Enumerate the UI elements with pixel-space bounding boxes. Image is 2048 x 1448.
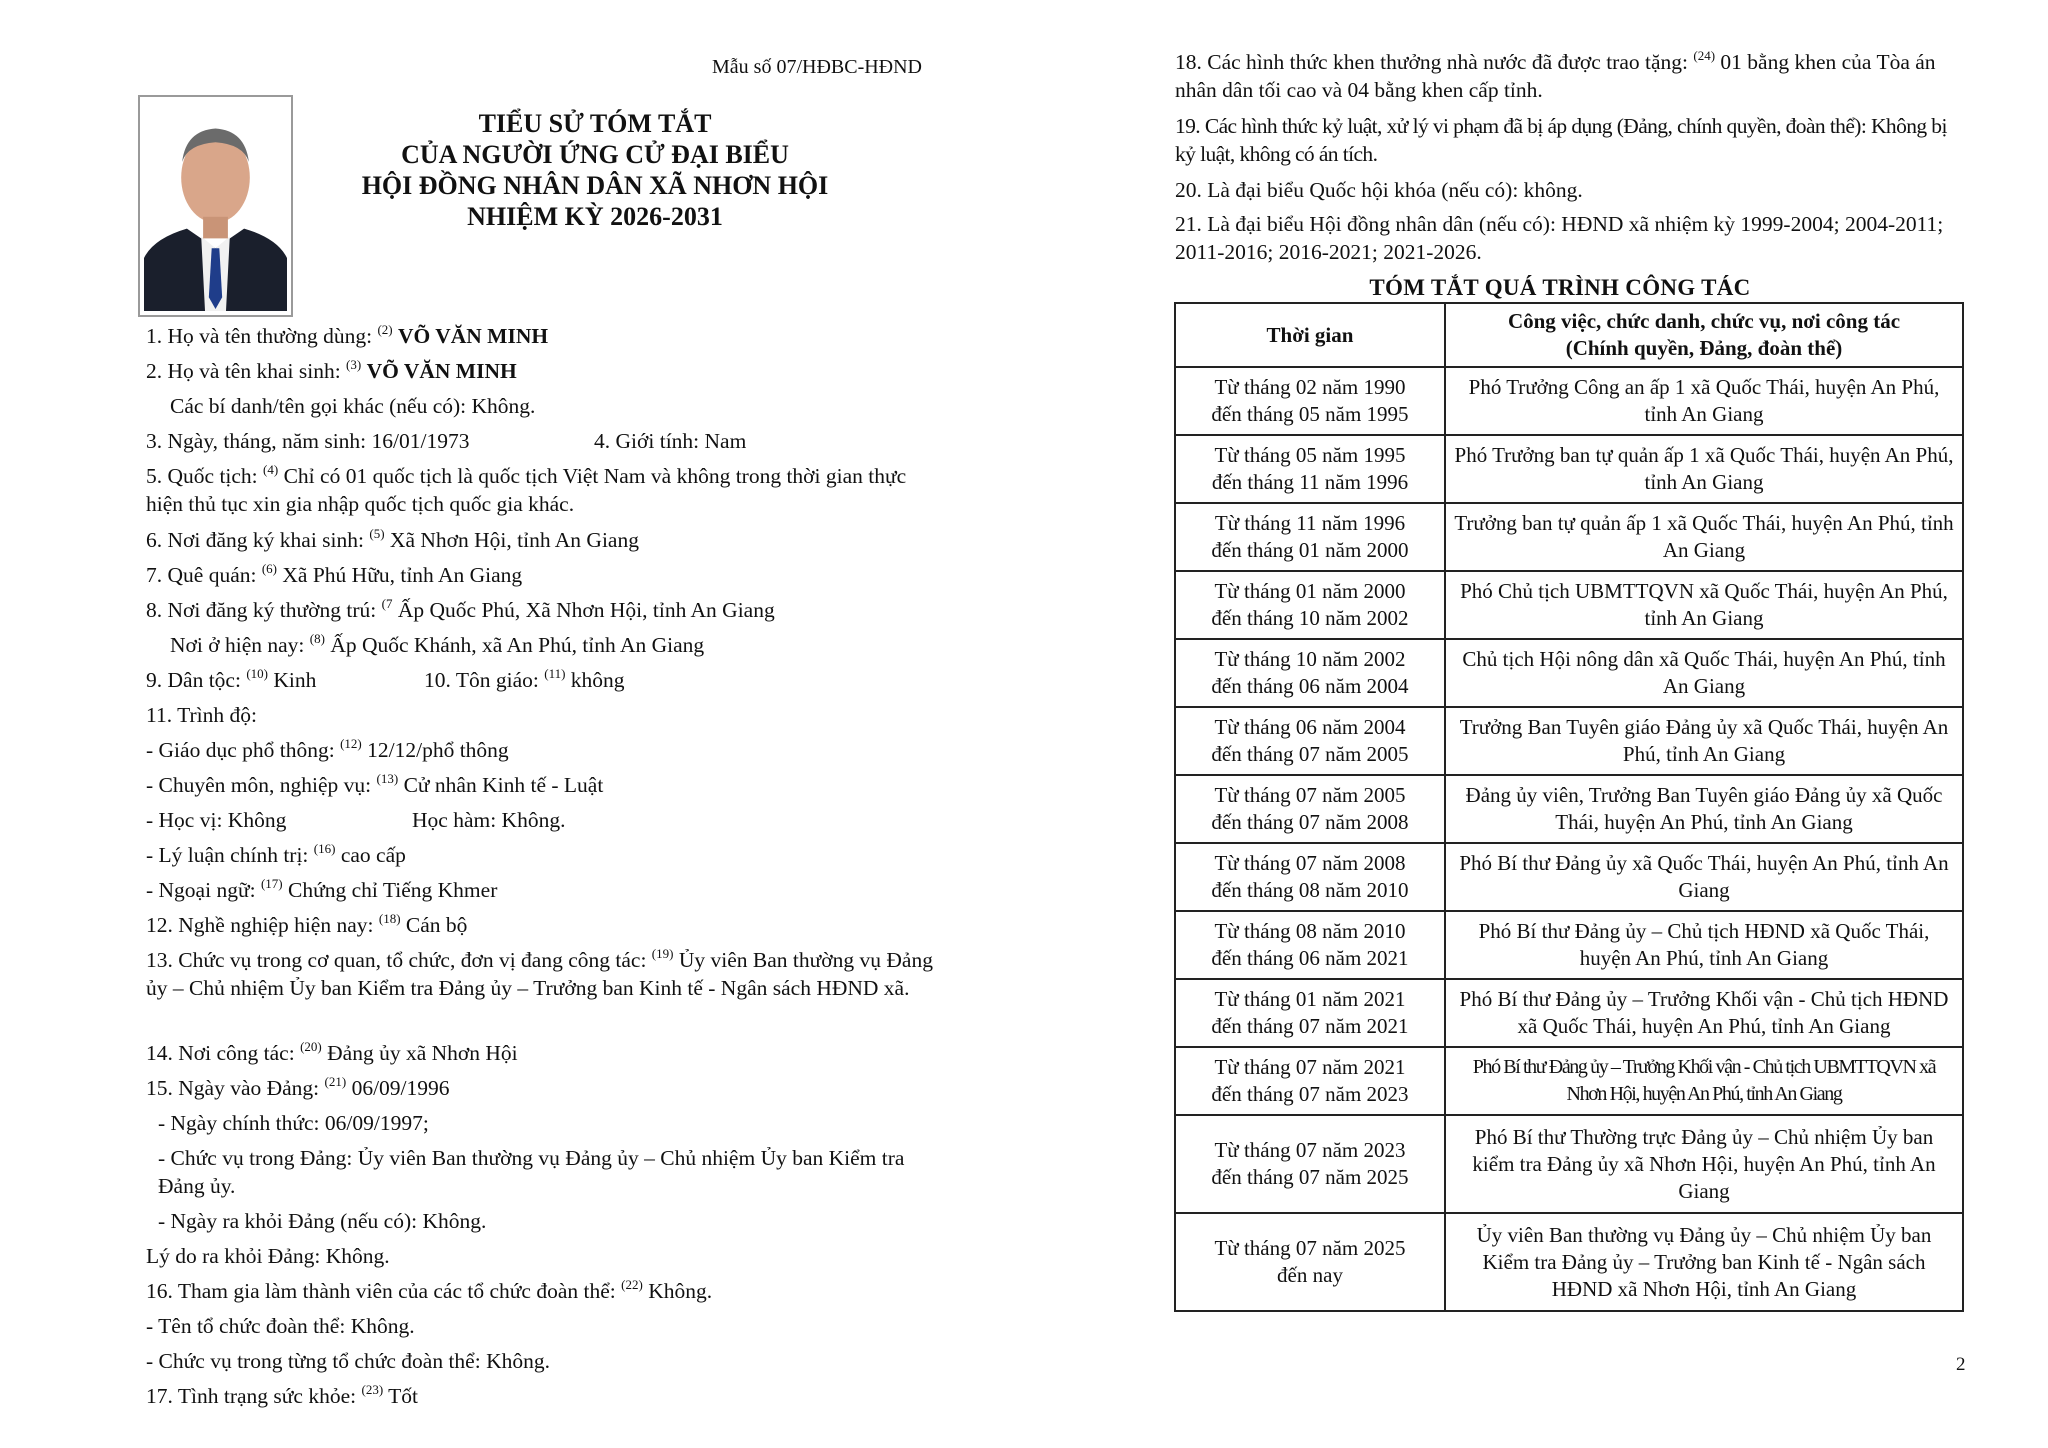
field-organization-position: - Chức vụ trong từng tổ chức đoàn thể: Không.	[146, 1349, 550, 1373]
field-common-name: 1. Họ và tên thường dùng: $^{(2)}$ VÕ VĂN MINH	[146, 322, 549, 348]
title-line-2: CỦA NGƯỜI ỨNG CỬ ĐẠI BIỂU	[401, 140, 789, 169]
cell-time: Từ tháng 05 năm 1995 đến tháng 11 năm 1996	[1175, 435, 1445, 503]
cell-work: Trưởng Ban Tuyên giáo Đảng ủy xã Quốc Thái, huyện An Phú, tỉnh An Giang	[1445, 707, 1963, 775]
cell-work: Phó Bí thư Thường trực Đảng ủy – Chủ nhiệm Ủy ban kiểm tra Đảng ủy xã Nhơn Hội, huyện An Phú, tỉnh An Giang	[1445, 1115, 1963, 1213]
field-nationality: 5. Quốc tịch: $^{(4)}$ Chỉ có 01 quốc tịch là quốc tịch Việt Nam và không trong thời gian thực hiện thủ tục xin gia nhập quốc tịch quốc gia khác.	[146, 462, 907, 516]
field-permanent-residence: 8. Nơi đăng ký thường trú: $^{(7}$ Ấp Quốc Phú, Xã Nhơn Hội, tỉnh An Giang	[146, 596, 775, 622]
field-health: 17. Tình trạng sức khỏe: $^{(23)}$ Tốt	[146, 1382, 419, 1408]
field-general-education: - Giáo dục phổ thông: $^{(12)}$ 12/12/phổ thông	[146, 736, 509, 762]
field-party-join-date: 15. Ngày vào Đảng: $^{(21)}$ 06/09/1996	[146, 1074, 450, 1100]
title-line-3: HỘI ĐỒNG NHÂN DÂN XÃ NHƠN HỘI	[361, 171, 829, 200]
document-title	[300, 108, 890, 232]
cell-time: Từ tháng 01 năm 2000 đến tháng 10 năm 2002	[1175, 571, 1445, 639]
cell-work: Phó Bí thư Đảng ủy – Chủ tịch HĐND xã Quốc Thái, huyện An Phú, tỉnh An Giang	[1445, 911, 1963, 979]
table-row	[1175, 571, 1963, 639]
field-major: - Chuyên môn, nghiệp vụ: $^{(13)}$ Cử nhân Kinh tế - Luật	[146, 771, 604, 797]
cell-work: Ủy viên Ban thường vụ Đảng ủy – Chủ nhiệm Ủy ban Kiểm tra Đảng ủy – Trưởng ban Kinh tế - Ngân sách HĐND xã Nhơn Hội, tỉnh An Giang	[1445, 1213, 1963, 1311]
column-header-time: Thời gian	[1175, 303, 1445, 367]
table-row	[1175, 707, 1963, 775]
cell-work: Phó Trưởng ban tự quản ấp 1 xã Quốc Thái, huyện An Phú, tỉnh An Giang	[1445, 435, 1963, 503]
field-political-theory: - Lý luận chính trị: $^{(16)}$ cao cấp	[146, 841, 406, 867]
table-row	[1175, 1213, 1963, 1311]
cell-time: Từ tháng 06 năm 2004 đến tháng 07 năm 2005	[1175, 707, 1445, 775]
career-table	[1174, 302, 1964, 1312]
table-row	[1175, 911, 1963, 979]
cell-time: Từ tháng 07 năm 2008 đến tháng 08 năm 2010	[1175, 843, 1445, 911]
cell-work: Phó Bí thư Đảng ủy – Trưởng Khối vận - Chủ tịch HĐND xã Quốc Thái, huyện An Phú, tỉnh An Giang	[1445, 979, 1963, 1047]
cell-time: Từ tháng 07 năm 2021 đến tháng 07 năm 2023	[1175, 1047, 1445, 1115]
cell-time: Từ tháng 07 năm 2005 đến tháng 07 năm 2008	[1175, 775, 1445, 843]
table-row	[1175, 435, 1963, 503]
table-row	[1175, 843, 1963, 911]
table-row	[1175, 775, 1963, 843]
field-workplace: 14. Nơi công tác: $^{(20)}$ Đảng ủy xã Nhơn Hội	[146, 1039, 518, 1065]
field-qualifications: 11. Trình độ:	[146, 703, 257, 727]
field-ethnicity: 9. Dân tộc: $^{(10)}$ Kinh	[146, 666, 317, 692]
table-header-row	[1175, 303, 1963, 367]
field-awards: 18. Các hình thức khen thưởng nhà nước đã được trao tặng: $^{(24)}$ 01 bằng khen của Tòa án nhân dân tối cao và 04 bằng khen cấp tỉnh.	[1175, 48, 1936, 102]
cell-time: Từ tháng 11 năm 1996 đến tháng 01 năm 2000	[1175, 503, 1445, 571]
page-number: 2	[1956, 1354, 1966, 1375]
field-peoples-council: 21. Là đại biểu Hội đồng nhân dân (nếu có): HĐND xã nhiệm kỳ 1999-2004; 2004-2011; 2011-2016; 2016-2021; 2021-2026.	[1175, 212, 1944, 264]
field-alias: Các bí danh/tên gọi khác (nếu có): Không.	[170, 394, 536, 418]
portrait-image	[144, 101, 287, 311]
cell-work: Phó Trưởng Công an ấp 1 xã Quốc Thái, huyện An Phú, tỉnh An Giang	[1445, 367, 1963, 435]
cell-time: Từ tháng 07 năm 2025 đến nay	[1175, 1213, 1445, 1311]
form-code: Mẫu số 07/HĐBC-HĐND	[712, 56, 922, 78]
table-row	[1175, 1047, 1963, 1115]
career-table-title: TÓM TẮT QUÁ TRÌNH CÔNG TÁC	[1369, 275, 1751, 300]
table-row	[1175, 979, 1963, 1047]
field-left-party: - Ngày ra khỏi Đảng (nếu có): Không.	[158, 1209, 487, 1233]
cell-work: Phó Bí thư Đảng ủy xã Quốc Thái, huyện An Phú, tỉnh An Giang	[1445, 843, 1963, 911]
cell-time: Từ tháng 10 năm 2002 đến tháng 06 năm 2004	[1175, 639, 1445, 707]
table-row	[1175, 639, 1963, 707]
cell-work: Phó Chủ tịch UBMTTQVN xã Quốc Thái, huyện An Phú, tỉnh An Giang	[1445, 571, 1963, 639]
candidate-photo	[138, 95, 293, 317]
table-row	[1175, 367, 1963, 435]
cell-time: Từ tháng 07 năm 2023 đến tháng 07 năm 2025	[1175, 1115, 1445, 1213]
cell-work: Trưởng ban tự quản ấp 1 xã Quốc Thái, huyện An Phú, tỉnh An Giang	[1445, 503, 1963, 571]
column-header-work: Công việc, chức danh, chức vụ, nơi công tác (Chính quyền, Đảng, đoàn thể)	[1445, 303, 1963, 367]
cell-work: Chủ tịch Hội nông dân xã Quốc Thái, huyện An Phú, tỉnh An Giang	[1445, 639, 1963, 707]
field-religion: 10. Tôn giáo: $^{(11)}$ không	[424, 666, 625, 692]
cell-time: Từ tháng 02 năm 1990 đến tháng 05 năm 1995	[1175, 367, 1445, 435]
title-line-4: NHIỆM KỲ 2026-2031	[467, 202, 723, 231]
table-row	[1175, 1115, 1963, 1213]
field-birth-registration: 6. Nơi đăng ký khai sinh: $^{(5)}$ Xã Nhơn Hội, tỉnh An Giang	[146, 526, 639, 552]
field-party-position: - Chức vụ trong Đảng: Ủy viên Ban thường vụ Đảng ủy – Chủ nhiệm Ủy ban Kiểm tra Đảng ủy.	[158, 1146, 905, 1198]
field-organization-name: - Tên tổ chức đoàn thể: Không.	[146, 1314, 415, 1338]
cell-work: Đảng ủy viên, Trưởng Ban Tuyên giáo Đảng ủy xã Quốc Thái, huyện An Phú, tỉnh An Giang	[1445, 775, 1963, 843]
cell-time: Từ tháng 08 năm 2010 đến tháng 06 năm 2021	[1175, 911, 1445, 979]
field-national-assembly: 20. Là đại biểu Quốc hội khóa (nếu có): không.	[1175, 178, 1583, 202]
field-occupation: 12. Nghề nghiệp hiện nay: $^{(18)}$ Cán bộ	[146, 911, 468, 937]
field-current-residence: Nơi ở hiện nay: $^{(8)}$ Ấp Quốc Khánh, xã An Phú, tỉnh An Giang	[170, 631, 705, 657]
field-left-party-reason: Lý do ra khỏi Đảng: Không.	[146, 1244, 390, 1268]
table-row	[1175, 503, 1963, 571]
field-discipline: 19. Các hình thức kỷ luật, xử lý vi phạm đã bị áp dụng (Đảng, chính quyền, đoàn thể): Không bị kỷ luật, không có án tích.	[1175, 114, 1947, 166]
right-page	[1160, 0, 2020, 1448]
cell-time: Từ tháng 01 năm 2021 đến tháng 07 năm 2021	[1175, 979, 1445, 1047]
field-current-position: 13. Chức vụ trong cơ quan, tổ chức, đơn vị đang công tác: $^{(19)}$ Ủy viên Ban thường vụ Đảng ủy – Chủ nhiệm Ủy ban Kiểm tra Đảng ủy – Trưởng ban Kinh tế - Ngân sách HĐND xã.	[146, 946, 933, 1000]
field-academic-rank: Học hàm: Không.	[412, 808, 566, 832]
field-organizations: 16. Tham gia làm thành viên của các tổ chức đoàn thể: $^{(22)}$ Không.	[146, 1277, 713, 1303]
field-degree: - Học vị: Không	[146, 808, 287, 832]
title-line-1: TIỂU SỬ TÓM TẮT	[478, 109, 712, 138]
field-birth-name: 2. Họ và tên khai sinh: $^{(3)}$ VÕ VĂN MINH	[146, 357, 517, 383]
field-hometown: 7. Quê quán: $^{(6)}$ Xã Phú Hữu, tỉnh An Giang	[146, 561, 523, 587]
field-birth-date: 3. Ngày, tháng, năm sinh: 16/01/1973	[146, 429, 470, 453]
left-page	[0, 0, 1000, 1448]
cell-work: Phó Bí thư Đảng ủy – Trưởng Khối vận - Chủ tịch UBMTTQVN xã Nhơn Hội, huyện An Phú, tỉnh An Giang	[1445, 1047, 1963, 1115]
field-official-date: - Ngày chính thức: 06/09/1997;	[158, 1111, 429, 1135]
field-foreign-language: - Ngoại ngữ: $^{(17)}$ Chứng chỉ Tiếng Khmer	[146, 876, 498, 902]
field-gender: 4. Giới tính: Nam	[594, 429, 747, 453]
